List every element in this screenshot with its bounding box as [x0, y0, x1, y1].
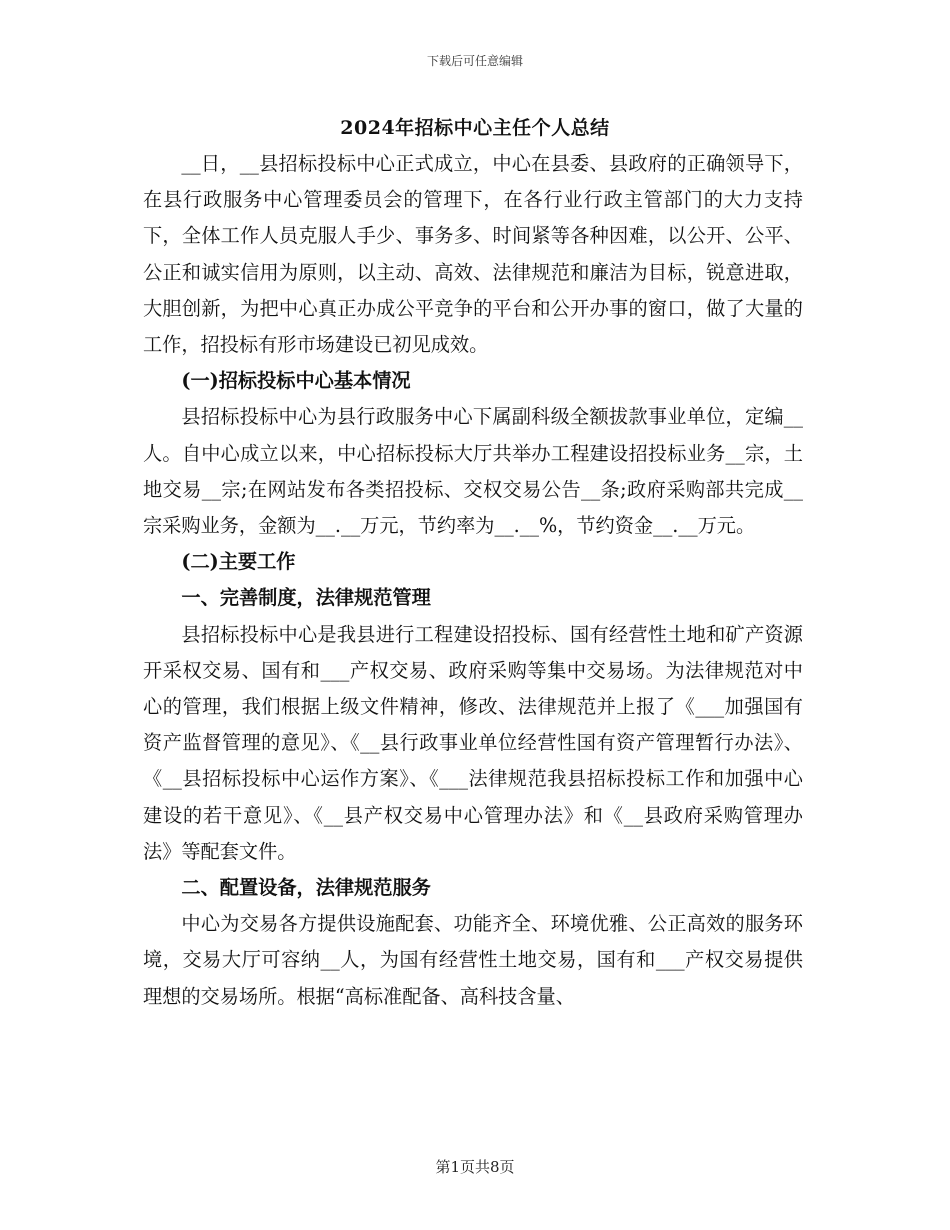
paragraph-equipment: 中心为交易各方提供设施配套、功能齐全、环境优雅、公正高效的服务环境，交易大厅可容纳__人，为国有经营性土地交易，国有和___产权交易提供理想的交易场所。根据“高标准配备、高科技含量、: [143, 912, 803, 1008]
paragraph-intro: __日，__县招标投标中心正式成立，中心在县委、县政府的正确领导下，在县行政服务中心管理委员会的管理下，在各行业行政主管部门的大力支持下，全体工作人员克服人手少、事务多、时间紧等各种因难，以公开、公平、公正和诚实信用为原则，以主动、高效、法律规范和廉洁为目标，锐意进取，大胆创新，为把中心真正办成公平竞争的平台和公开办事的窗口，做了大量的工作，招投标有形市场建设已初见成效。: [143, 152, 803, 357]
section-heading-main-work: (二)主要工作: [181, 550, 296, 574]
subsection-heading-equipment: 二、配置设备，法律规范服务: [181, 876, 431, 900]
subsection-heading-system: 一、完善制度，法律规范管理: [181, 586, 431, 610]
section-heading-basic-info: (一)招标投标中心基本情况: [181, 369, 411, 393]
page-number: 第1页共8页: [435, 1158, 515, 1176]
paragraph-basic-info: 县招标投标中心为县行政服务中心下属副科级全额拔款事业单位，定编__人。自中心成立以来，中心招标投标大厅共举办工程建设招投标业务__宗，土地交易__宗;在网站发布各类招投标、交权交易公告__条;政府采购部共完成__宗采购业务，金额为__.__万元，节约率为__.__%，节约资金__.__万元。: [143, 405, 803, 538]
document-title: 2024年招标中心主任个人总结: [340, 117, 610, 139]
paragraph-system: 县招标投标中心是我县进行工程建设招投标、国有经营性土地和矿产资源开采权交易、国有和___产权交易、政府采购等集中交易场。为法律规范对中心的管理，我们根据上级文件精神，修改、法律规范并上报了《___加强国有资产监督管理的意见》、《__县行政事业单位经营性国有资产管理暂行办法》、《__县招标投标中心运作方案》、《___法律规范我县招标投标工作和加强中心建设的若干意见》、《__县产权交易中心管理办法》和《__县政府采购管理办法》等配套文件。: [143, 622, 803, 863]
header-note: 下载后可任意编辑: [426, 54, 523, 68]
document-body: [143, 146, 803, 1015]
